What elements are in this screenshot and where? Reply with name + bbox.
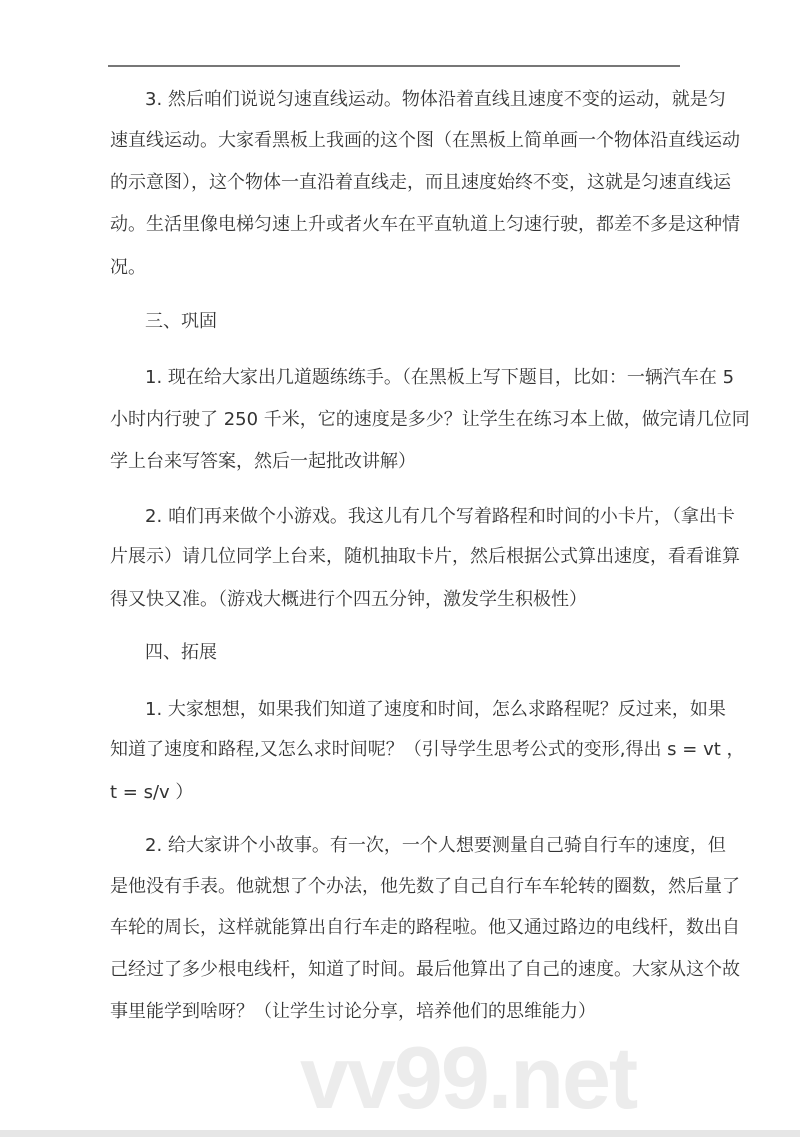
paragraph-line: 2. 咱们再来做个小游戏。我这儿有几个写着路程和时间的小卡片，（拿出卡 [145,506,735,527]
watermark: vv99.net [300,1028,637,1127]
paragraph-line: 小时内行驶了 250 千米，它的速度是多少？让学生在练习本上做，做完请几位同 [110,409,750,430]
paragraph-line: 是他没有手表。他就想了个办法，他先数了自己自行车车轮转的圈数，然后量了 [110,876,740,897]
paragraph-line: 速直线运动。大家看黑板上我画的这个图（在黑板上简单画一个物体沿直线运动 [110,130,740,151]
paragraph-line: 事里能学到啥呀？（让学生讨论分享，培养他们的思维能力） [110,1001,596,1022]
paragraph-line: 车轮的周长，这样就能算出自行车走的路程啦。他又通过路边的电线杆，数出自 [110,917,740,938]
section-heading: 四、拓展 [145,642,217,663]
paragraph-line: 片展示）请几位同学上台来，随机抽取卡片，然后根据公式算出速度，看看谁算 [110,546,740,567]
paragraph-line: 2. 给大家讲个小故事。有一次，一个人想要测量自己骑自行车的速度，但 [145,835,726,856]
paragraph-line: 况。 [110,257,146,278]
paragraph-line: 3. 然后咱们说说匀速直线运动。物体沿着直线且速度不变的运动，就是匀 [145,89,726,110]
paragraph-line: 的示意图），这个物体一直沿着直线走，而且速度始终不变，这就是匀速直线运 [110,172,731,193]
paragraph-line: 1. 大家想想，如果我们知道了速度和时间，怎么求路程呢？反过来，如果 [145,699,726,720]
paragraph-line: 己经过了多少根电线杆，知道了时间。最后他算出了自己的速度。大家从这个故 [110,959,740,980]
paragraph-line: t = s/v ） [110,782,194,803]
section-heading: 三、巩固 [145,311,217,332]
paragraph-line: 得又快又准。（游戏大概进行个四五分钟，激发学生积极性） [110,589,587,610]
header-rule [108,65,680,67]
page-bottom-edge [0,1130,800,1137]
paragraph-line: 动。生活里像电梯匀速上升或者火车在平直轨道上匀速行驶，都差不多是这种情 [110,214,740,235]
paragraph-line: 知道了速度和路程,又怎么求时间呢？（引导学生思考公式的变形,得出 s = vt ， [110,739,745,760]
paragraph-line: 1. 现在给大家出几道题练练手。（在黑板上写下题目，比如：一辆汽车在 5 [145,367,735,388]
paragraph-line: 学上台来写答案，然后一起批改讲解） [110,451,416,472]
